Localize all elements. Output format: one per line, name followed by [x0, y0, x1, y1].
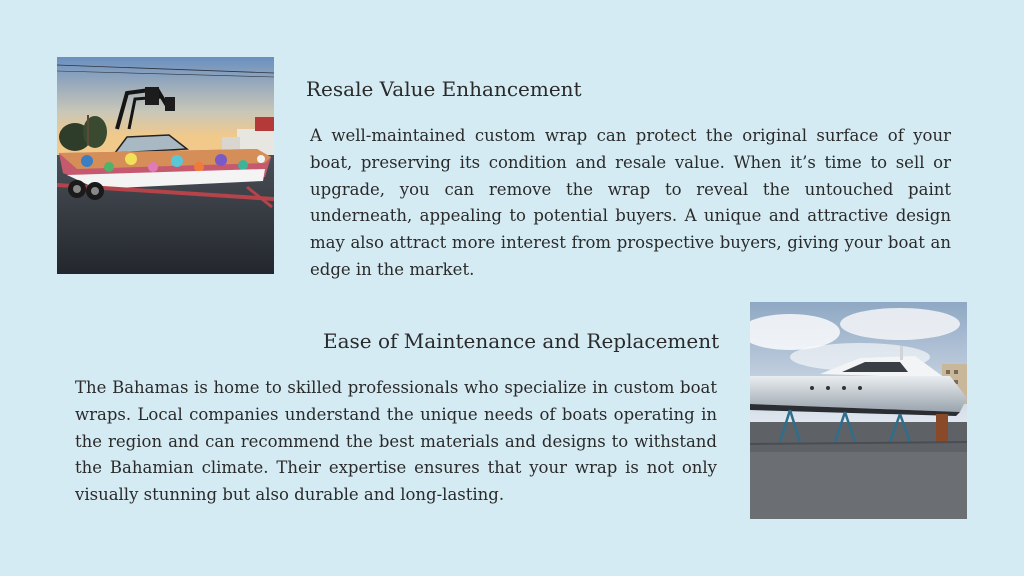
- yacht-on-stands-photo: [750, 302, 967, 519]
- section-heading-resale-value: Resale Value Enhancement: [306, 77, 582, 101]
- section-body-resale-value: A well-maintained custom wrap can protect the original surface of your boat, preserving its condition and resale value. When it’s time to sell or upgrade, you can remove the wrap to reveal the untouched paint underneath, appealing to potential buyers. A unique and attractive design may also attract more interest from prospective buyers, giving your boat an edge in the market.: [310, 126, 951, 279]
- section-body-maintenance: The Bahamas is home to skilled professionals who specialize in custom boat wraps. Local companies understand the unique needs of boats operating in the region and can recommend the best materials and designs to withstand the Bahamian climate. Their expertise ensures that your wrap is not only visually stunning but also durable and long-lasting.: [75, 378, 717, 505]
- section-heading-maintenance: Ease of Maintenance and Replacement: [323, 329, 720, 353]
- wrapped-speedboat-photo: [57, 57, 274, 274]
